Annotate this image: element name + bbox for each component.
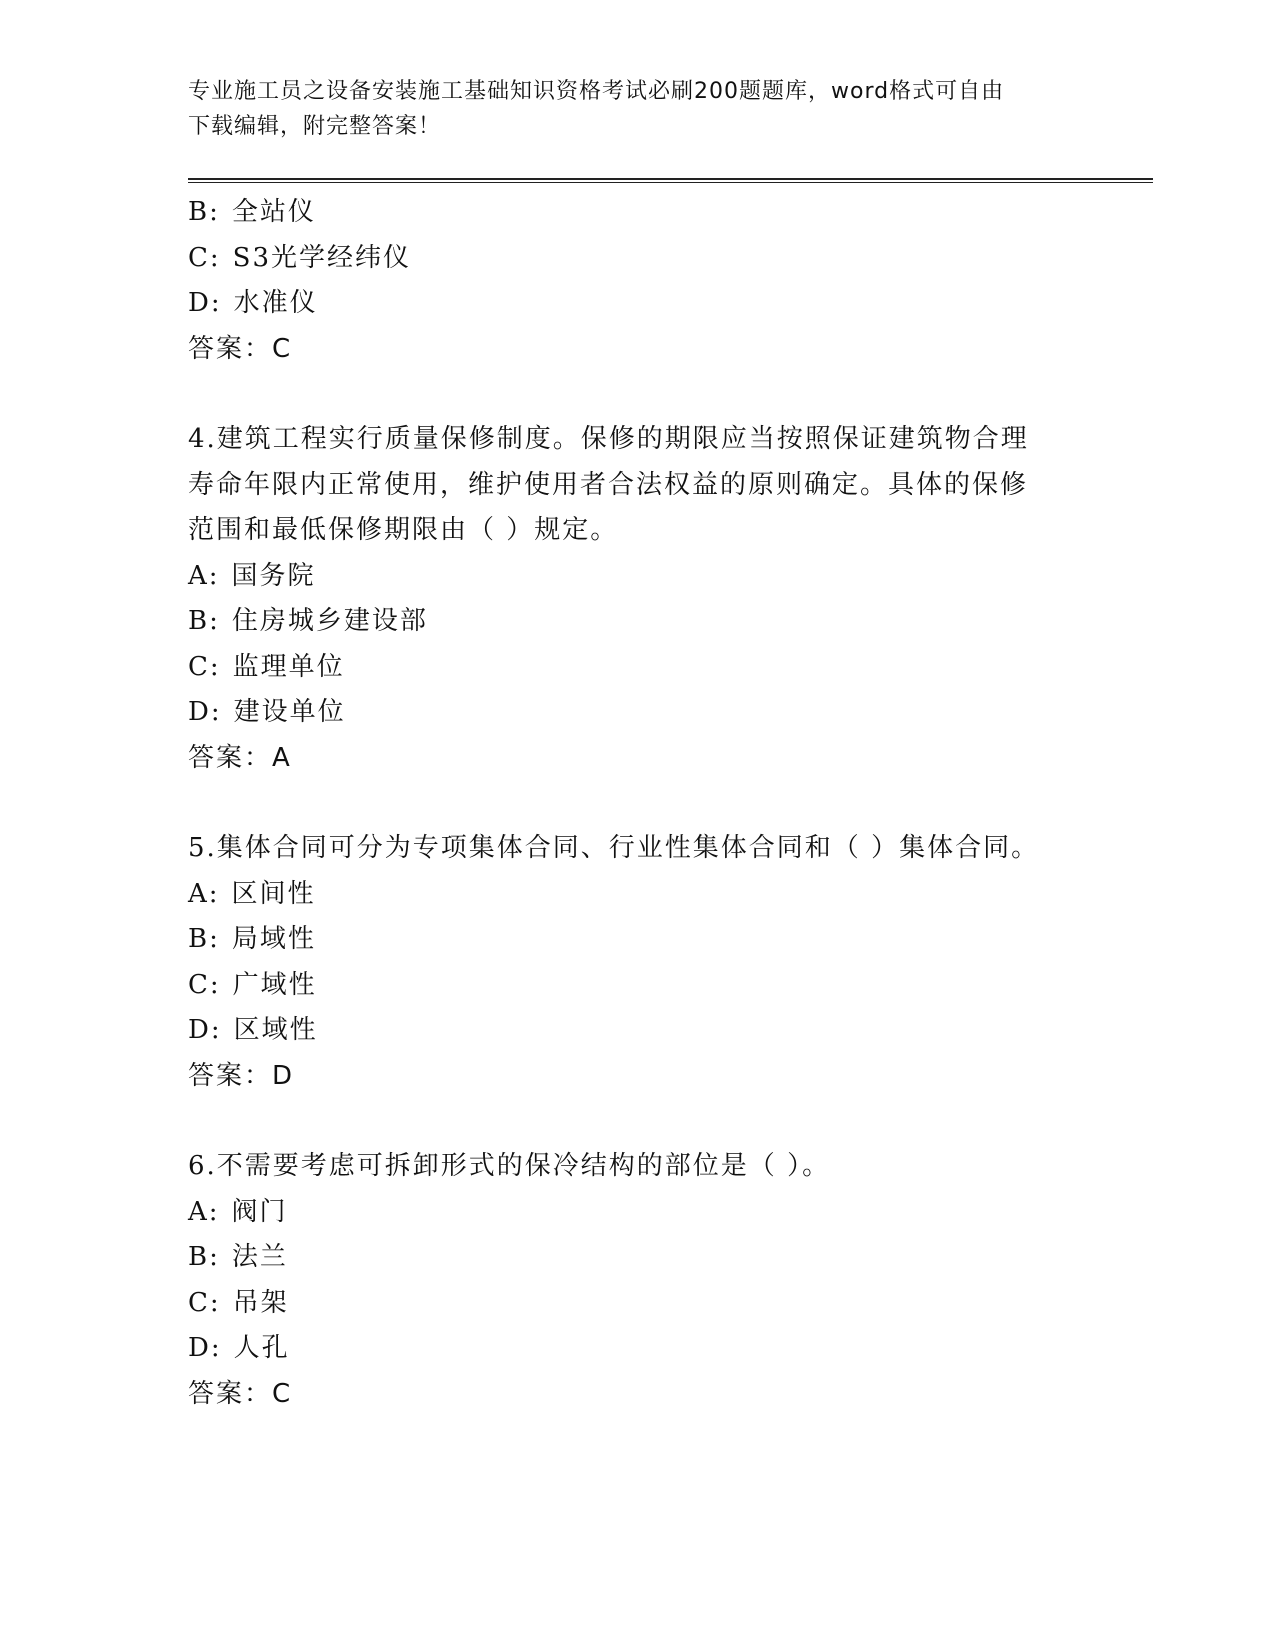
option-text: 局域性 (231, 924, 316, 954)
option-letter: B: (188, 1242, 220, 1272)
question-stem-line: 4.建筑工程实行质量保修制度。保修的期限应当按照保证建筑物合理 (188, 424, 1029, 454)
option-text: 吊架 (232, 1287, 289, 1318)
option-text: 住房城乡建设部 (231, 606, 428, 636)
question-6 (188, 1144, 1088, 1417)
option-text: 全站仪 (231, 197, 316, 227)
option-d (188, 690, 1088, 736)
question-content (188, 190, 1088, 1417)
option-text: 区间性 (231, 878, 316, 909)
option-letter: A: (188, 878, 220, 909)
question-stem-line: 6.不需要考虑可拆卸形式的保冷结构的部位是（ ）。 (188, 1151, 831, 1181)
option-d (188, 1326, 1088, 1372)
option-b (188, 917, 1088, 963)
answer: 答案：C (188, 333, 293, 364)
question-stem-line: 5.集体合同可分为专项集体合同、行业性集体合同和（ ）集体合同。 (188, 833, 1040, 863)
option-b (188, 1235, 1088, 1281)
header-rule-thin (188, 182, 1153, 183)
spacer (188, 1099, 1088, 1144)
option-d (188, 1008, 1088, 1054)
option-a (188, 1190, 1088, 1236)
page-header (188, 74, 1068, 144)
option-letter: C: (188, 651, 221, 682)
question-stem-line: 范围和最低保修期限由（ ）规定。 (188, 515, 619, 545)
option-text: 广域性 (232, 969, 317, 1000)
option-letter: B: (188, 606, 220, 636)
option-letter: D: (188, 1015, 222, 1045)
option-letter: D: (188, 288, 222, 318)
option-letter: C: (188, 242, 221, 273)
header-rule-thick (188, 178, 1153, 180)
option-c (188, 645, 1088, 691)
option-letter: D: (188, 697, 222, 727)
option-letter: A: (188, 1196, 220, 1227)
option-letter: D: (188, 1333, 222, 1363)
option-a (188, 872, 1088, 918)
header-line-1: 专业施工员之设备安装施工基础知识资格考试必刷200题题库，word格式可自由 (188, 79, 1005, 104)
option-text: S3光学经纬仪 (232, 242, 412, 273)
option-text: 建设单位 (233, 697, 346, 727)
option-c (188, 963, 1088, 1009)
option-b (188, 599, 1088, 645)
option-c (188, 1281, 1088, 1327)
question-stem-line: 寿命年限内正常使用，维护使用者合法权益的原则确定。具体的保修 (188, 469, 1029, 500)
answer: 答案：D (188, 1060, 295, 1091)
spacer (188, 781, 1088, 826)
option-letter: A: (188, 560, 220, 591)
option-text: 国务院 (231, 560, 316, 591)
option-text: 水准仪 (233, 288, 318, 318)
option-letter: B: (188, 197, 220, 227)
option-text: 区域性 (233, 1015, 318, 1045)
option-letter: C: (188, 969, 221, 1000)
option-b (188, 190, 1088, 236)
answer: 答案：C (188, 1378, 293, 1409)
option-c (188, 236, 1088, 282)
answer: 答案：A (188, 742, 292, 773)
spacer (188, 372, 1088, 417)
option-text: 阀门 (231, 1196, 288, 1227)
option-text: 监理单位 (232, 651, 345, 682)
question-3 (188, 190, 1088, 372)
question-5 (188, 826, 1088, 1099)
option-text: 人孔 (233, 1333, 290, 1363)
option-text: 法兰 (231, 1242, 288, 1272)
option-a (188, 554, 1088, 600)
option-d (188, 281, 1088, 327)
option-letter: C: (188, 1287, 221, 1318)
question-4 (188, 417, 1088, 781)
header-line-2: 下载编辑，附完整答案！ (188, 114, 442, 139)
option-letter: B: (188, 924, 220, 954)
